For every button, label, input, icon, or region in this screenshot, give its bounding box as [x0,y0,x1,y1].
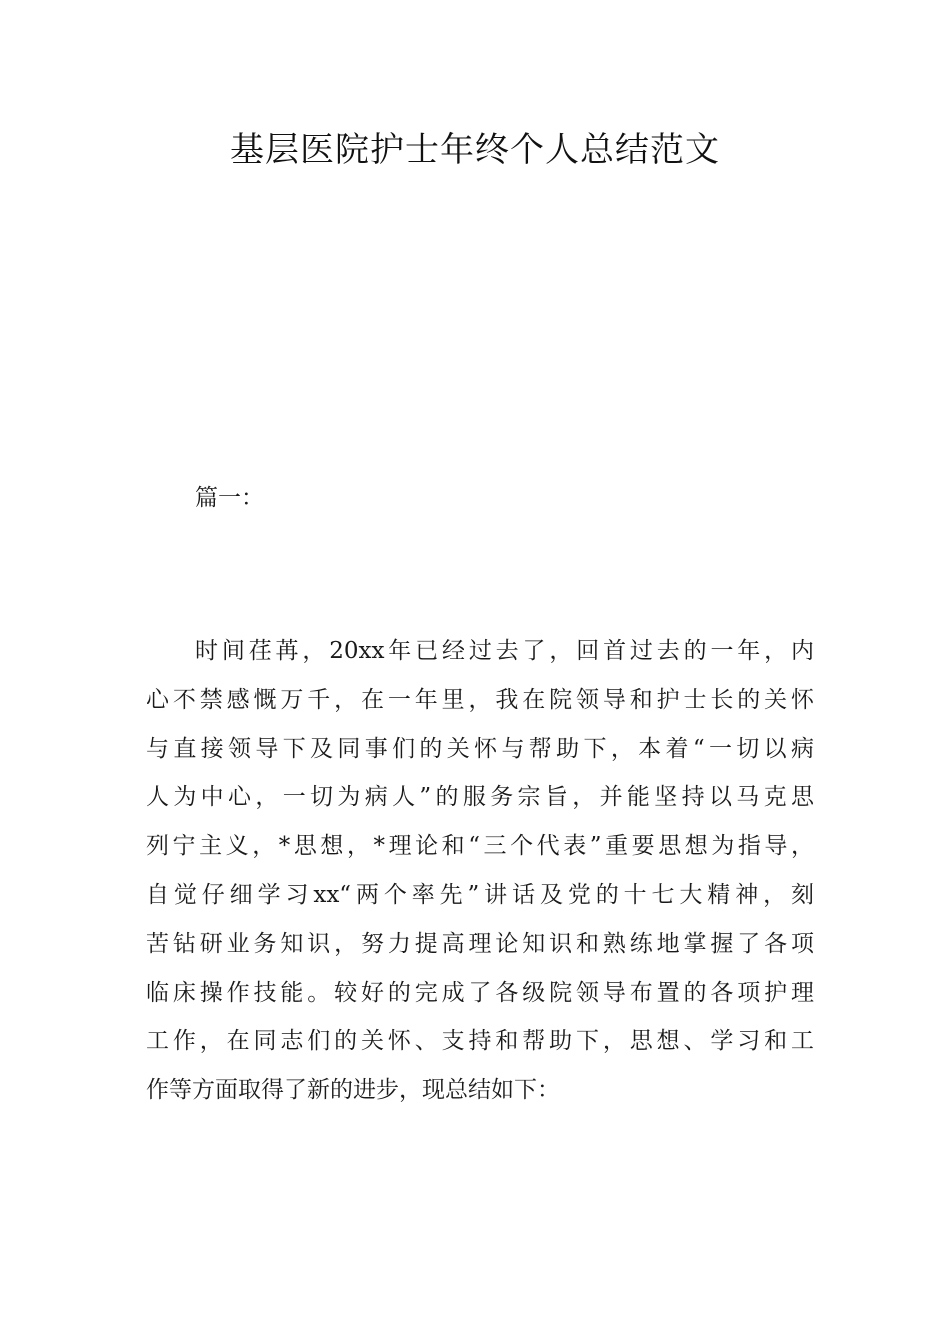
paragraph-line: 心不禁感慨万千，在一年里，我在院领导和护士长的关怀 [146,686,814,713]
paragraph-line: 列宁主义，*思想，*理论和“三个代表”重要思想为指导， [146,833,814,860]
body-paragraph [146,627,814,1115]
paragraph-line: 工作，在同志们的关怀、支持和帮助下，思想、学习和工 [146,1028,814,1055]
paragraph-line: 与直接领导下及同事们的关怀与帮助下，本着“一切以病 [146,735,814,762]
paragraph-line: 人为中心，一切为病人”的服务宗旨，并能坚持以马克思 [146,784,814,811]
document-title: 基层医院护士年终个人总结范文 [230,130,720,170]
paragraph-line: 时间荏苒，20xx年已经过去了，回首过去的一年，内 [195,638,814,664]
paragraph-line: 作等方面取得了新的进步，现总结如下： [146,1077,560,1104]
section-label: 篇一： [195,485,264,511]
paragraph-line: 自觉仔细学习xx“两个率先”讲话及党的十七大精神，刻 [146,881,814,908]
paragraph-line: 苦钻研业务知识，努力提高理论知识和熟练地掌握了各项 [146,930,814,957]
paragraph-line: 临床操作技能。较好的完成了各级院领导布置的各项护理 [146,979,814,1006]
